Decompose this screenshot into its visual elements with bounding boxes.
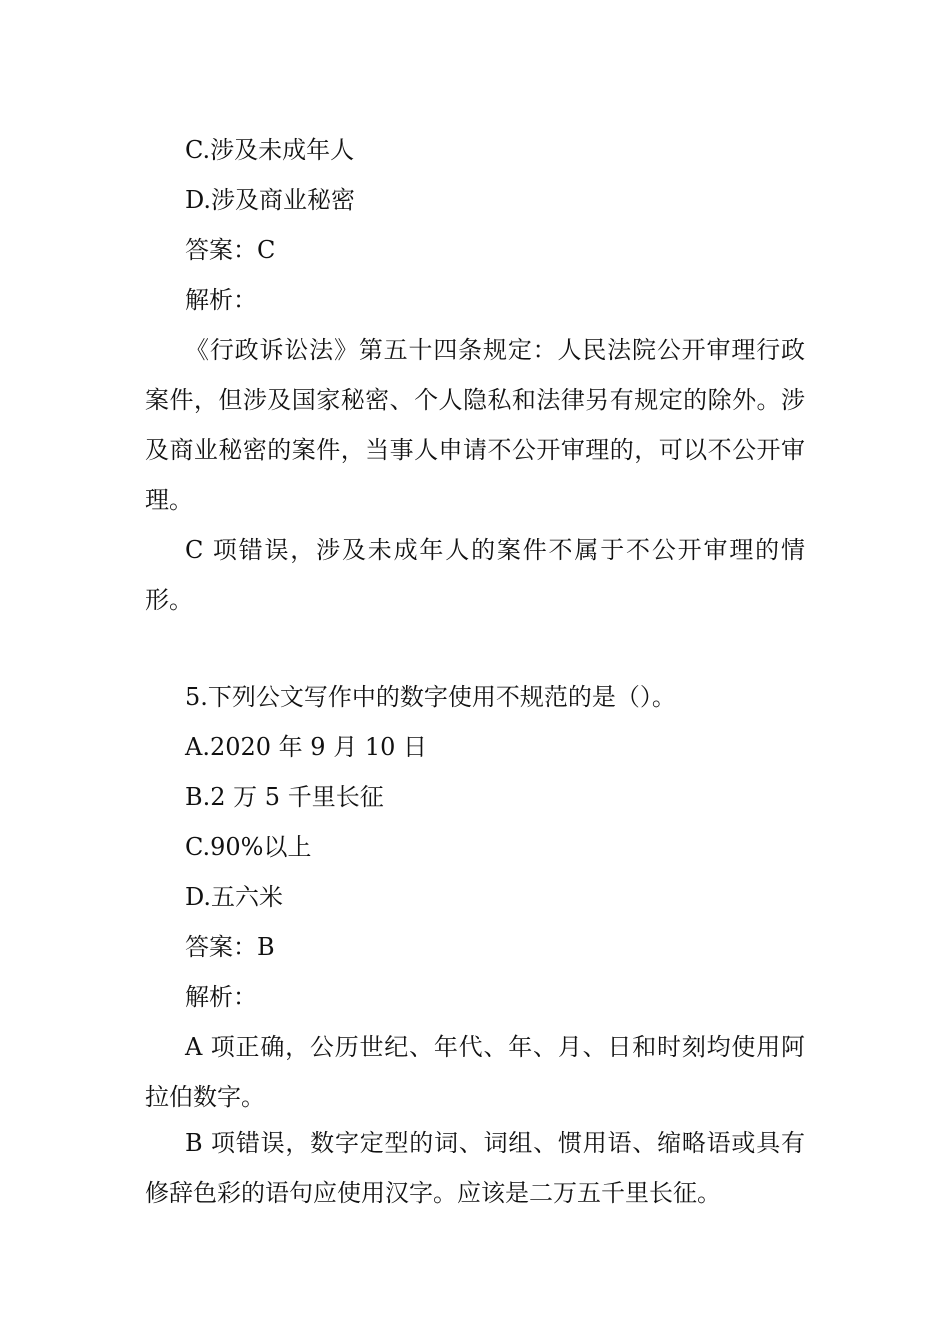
q5-analysis-paragraph-2: B 项错误，数字定型的词、词组、惯用语、缩略语或具有修辞色彩的语句应使用汉字。应该是二万五千里长征。 [145,1129,805,1207]
q4-answer: 答案：C [185,236,276,264]
q4-analysis-label: 解析： [185,286,257,314]
q5-answer: 答案：B [185,933,275,961]
q5-analysis-paragraph-1: A 项正确，公历世纪、年代、年、月、日和时刻均使用阿拉伯数字。 [145,1033,805,1111]
q5-option-d: D.五六米 [185,883,284,911]
q4-analysis-paragraph-2: C 项错误，涉及未成年人的案件不属于不公开审理的情形。 [145,536,805,614]
q5-option-b: B.2 万 5 千里长征 [185,783,384,811]
q5-option-c: C.90%以上 [185,833,312,861]
q4-option-c: C.涉及未成年人 [185,136,355,164]
q5-analysis-label: 解析： [185,983,257,1011]
q5-question: 5.下列公文写作中的数字使用不规范的是（）。 [185,683,676,711]
q4-option-d: D.涉及商业秘密 [185,186,356,214]
q5-option-a: A.2020 年 9 月 10 日 [185,733,427,761]
q4-analysis-paragraph-1: 《行政诉讼法》第五十四条规定：人民法院公开审理行政案件，但涉及国家秘密、个人隐私和法律另有规定的除外。涉及商业秘密的案件，当事人申请不公开审理的，可以不公开审理。 [145,336,805,514]
